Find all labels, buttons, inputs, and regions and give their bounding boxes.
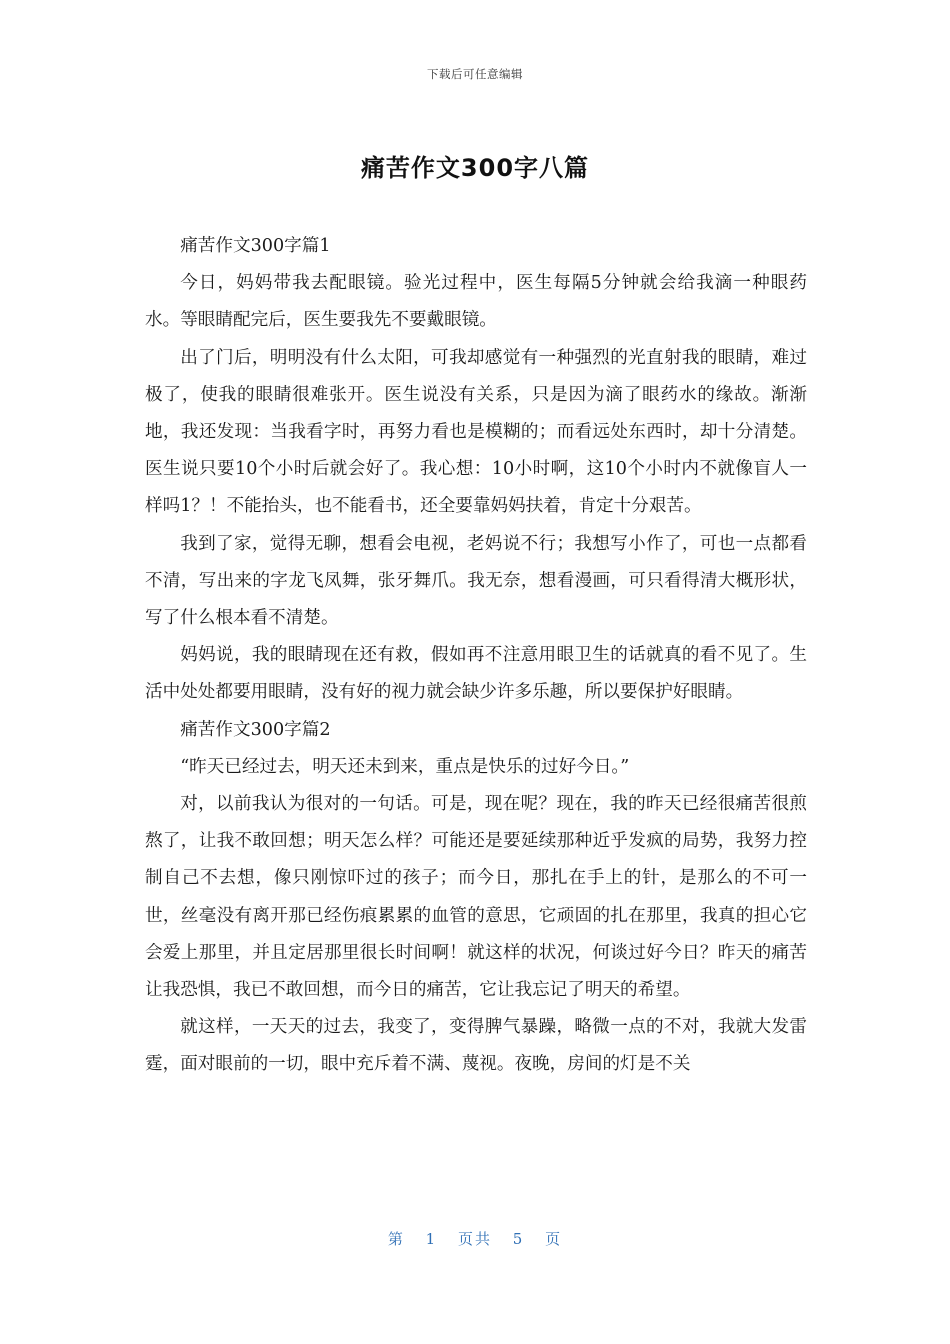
paragraph: 今日，妈妈带我去配眼镜。验光过程中，医生每隔5分钟就会给我滴一种眼药水。等眼睛配完后，医生要我先不要戴眼镜。: [145, 273, 807, 331]
paragraph: 妈妈说，我的眼睛现在还有救，假如再不注意用眼卫生的话就真的看不见了。生活中处处都要用眼睛，没有好的视力就会缺少许多乐趣，所以要保护好眼睛。: [145, 645, 807, 703]
section-heading: 痛苦作文300字篇1: [180, 236, 331, 256]
document-title: 痛苦作文300字八篇: [360, 154, 590, 182]
page-number-footer: 第 1 页共 5 页: [387, 1230, 563, 1248]
paragraph: 就这样，一天天的过去，我变了，变得脾气暴躁，略微一点的不对，我就大发雷霆，面对眼前的一切，眼中充斥着不满、蔑视。夜晚，房间的灯是不关: [145, 1017, 807, 1075]
paragraph: 我到了家，觉得无聊，想看会电视，老妈说不行；我想写小作了，可也一点都看不清，写出来的字龙飞凤舞，张牙舞爪。我无奈，想看漫画，可只看得清大概形状，写了什么根本看不清楚。: [145, 533, 807, 629]
paragraph: 对，以前我认为很对的一句话。可是，现在呢？现在，我的昨天已经很痛苦很煎熬了，让我不敢回想；明天怎么样？可能还是要延续那种近乎发疯的局势，我努力控制自己不去想，像只刚惊吓过的孩子；而今日，那扎在手上的针，是那么的不可一世，丝毫没有离开那已经伤痕累累的血管的意思，它顽固的扎在那里，我真的担心它会爱上那里，并且定居那里很长时间啊！就这样的状况，何谈过好今日？昨天的痛苦让我恐惧，我已不敢回想，而今日的痛苦，它让我忘记了明天的希望。: [145, 794, 807, 1001]
paragraph: 出了门后，明明没有什么太阳，可我却感觉有一种强烈的光直射我的眼睛，难过极了，使我的眼睛很难张开。医生说没有关系，只是因为滴了眼药水的缘故。渐渐地，我还发现：当我看字时，再努力看也是模糊的；而看远处东西时，却十分清楚。医生说只要10个小时后就会好了。我心想：10小时啊，这10个小时内不就像盲人一样吗1？！不能抬头，也不能看书，还全要靠妈妈扶着，肯定十分艰苦。: [145, 347, 807, 517]
section-heading: 痛苦作文300字篇2: [180, 719, 331, 740]
header-note: 下载后可任意编辑: [427, 67, 523, 81]
paragraph: “昨天已经过去，明天还未到来，重点是快乐的过好今日。”: [180, 756, 630, 777]
document-body: [145, 228, 807, 1084]
